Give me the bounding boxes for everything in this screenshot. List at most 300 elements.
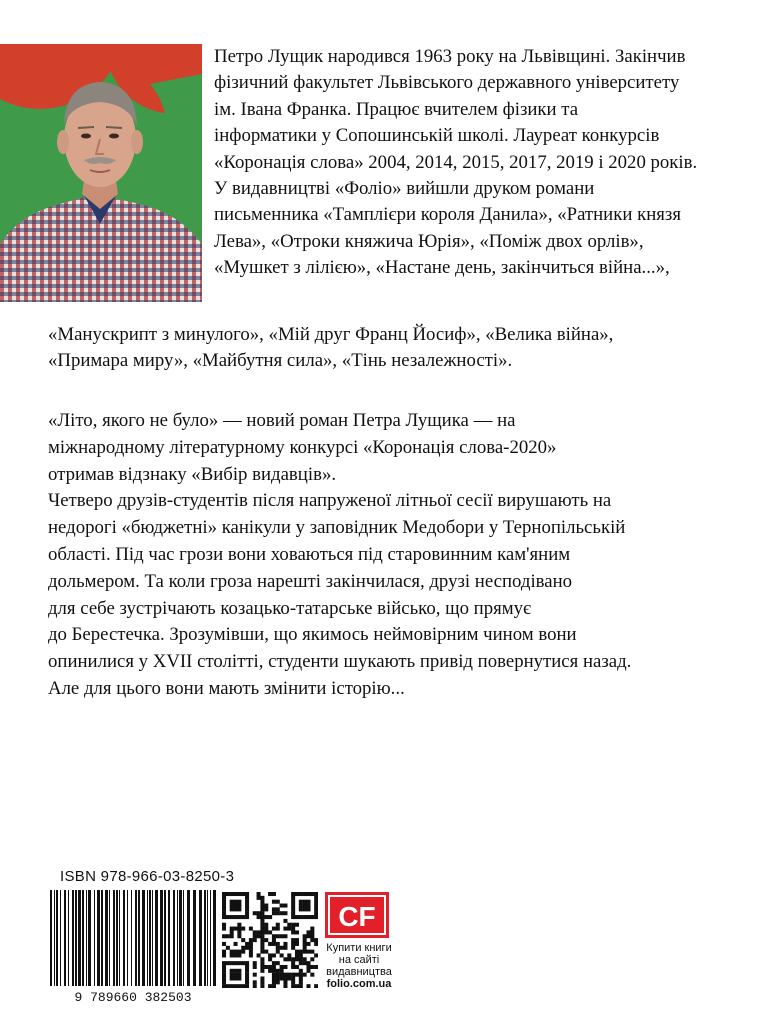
qr-cell bbox=[245, 942, 249, 946]
barcode-bar bbox=[64, 890, 66, 986]
desc-line: для себе зустрічають козацько-татарське військо, що прямує bbox=[48, 597, 532, 619]
qr-cell bbox=[226, 892, 230, 896]
author-bio-rest bbox=[48, 322, 748, 375]
qr-cell bbox=[272, 934, 276, 938]
qr-cell bbox=[226, 946, 230, 950]
qr-cell bbox=[245, 904, 249, 908]
qr-cell bbox=[230, 976, 234, 980]
barcode-bar bbox=[123, 890, 125, 986]
qr-cell bbox=[245, 980, 249, 984]
qr-cell bbox=[237, 953, 241, 957]
qr-cell bbox=[237, 923, 241, 927]
qr-cell bbox=[253, 965, 257, 969]
qr-cell bbox=[226, 984, 230, 988]
barcode-bar bbox=[94, 890, 95, 986]
qr-cell bbox=[276, 980, 280, 984]
desc-line: області. Під час грози вони ховаються під старовинним кам'яним bbox=[48, 543, 571, 565]
barcode-bar bbox=[119, 890, 120, 986]
bio-line: «Примара миру», «Майбутня сила», «Тінь незалежності». bbox=[48, 350, 513, 372]
qr-cell bbox=[291, 976, 295, 980]
qr-cell bbox=[230, 900, 234, 904]
barcode-bar bbox=[187, 890, 190, 986]
qr-cell bbox=[310, 915, 314, 919]
author-bio-top bbox=[214, 44, 754, 282]
qr-cell bbox=[234, 969, 238, 973]
desc-line: дольмером. Та коли гроза нарешті закінчилася, друзі несподівано bbox=[48, 570, 573, 592]
qr-cell bbox=[287, 927, 291, 931]
barcode-bar bbox=[204, 890, 206, 986]
qr-cell bbox=[276, 927, 280, 931]
barcode-bar bbox=[160, 890, 163, 986]
qr-cell bbox=[303, 915, 307, 919]
qr-cell bbox=[241, 927, 245, 931]
qr-cell bbox=[295, 984, 299, 988]
qr-cell bbox=[283, 919, 287, 923]
qr-cell bbox=[230, 934, 234, 938]
desc-line: недорогі «бюджетні» канікули у заповідник Медобори у Тернопільській bbox=[48, 517, 626, 539]
qr-cell bbox=[234, 915, 238, 919]
qr-cell bbox=[306, 950, 310, 954]
qr-cell bbox=[241, 961, 245, 965]
barcode-bar bbox=[78, 890, 81, 986]
qr-cell bbox=[314, 965, 318, 969]
qr-cell bbox=[253, 911, 257, 915]
qr-cell bbox=[291, 896, 295, 900]
qr-cell bbox=[280, 965, 284, 969]
qr-cell bbox=[291, 984, 295, 988]
isbn-label: ISBN 978-966-03-8250-3 bbox=[60, 868, 235, 885]
qr-cell bbox=[295, 973, 299, 977]
qr-cell bbox=[303, 934, 307, 938]
qr-cell bbox=[280, 904, 284, 908]
qr-cell bbox=[280, 976, 284, 980]
qr-cell bbox=[314, 911, 318, 915]
qr-cell bbox=[306, 965, 310, 969]
qr-cell bbox=[222, 907, 226, 911]
qr-cell bbox=[287, 957, 291, 961]
qr-cell bbox=[306, 930, 310, 934]
barcode-bar bbox=[68, 890, 69, 986]
qr-cell bbox=[272, 953, 276, 957]
qr-cell bbox=[241, 915, 245, 919]
qr-cell bbox=[272, 900, 276, 904]
qr-cell bbox=[303, 938, 307, 942]
qr-cell bbox=[310, 938, 314, 942]
desc-line: до Берестечка. Зрозумівши, що якимось неймовірним чином вони bbox=[48, 624, 577, 646]
qr-cell bbox=[222, 900, 226, 904]
barcode-bar bbox=[101, 890, 103, 986]
qr-cell bbox=[260, 980, 264, 984]
qr-cell bbox=[253, 984, 257, 988]
barcode-bar bbox=[149, 890, 151, 986]
qr-cell bbox=[306, 907, 310, 911]
qr-cell bbox=[299, 969, 303, 973]
qr-cell bbox=[283, 973, 287, 977]
qr-cell bbox=[257, 930, 261, 934]
qr-cell bbox=[299, 957, 303, 961]
barcode-bar bbox=[88, 890, 91, 986]
qr-cell bbox=[291, 892, 295, 896]
qr-cell bbox=[264, 915, 268, 919]
qr-cell bbox=[260, 976, 264, 980]
qr-cell bbox=[306, 900, 310, 904]
publisher-cta bbox=[320, 942, 398, 990]
qr-cell bbox=[310, 973, 314, 977]
qr-cell bbox=[314, 942, 318, 946]
qr-cell bbox=[245, 946, 249, 950]
qr-cell bbox=[314, 938, 318, 942]
qr-cell bbox=[230, 969, 234, 973]
qr-cell bbox=[291, 930, 295, 934]
qr-cell bbox=[291, 900, 295, 904]
qr-cell bbox=[276, 934, 280, 938]
qr-cell bbox=[260, 942, 264, 946]
qr-cell bbox=[283, 984, 287, 988]
qr-cell bbox=[283, 957, 287, 961]
qr-cell bbox=[260, 927, 264, 931]
barcode bbox=[48, 890, 218, 1004]
qr-cell bbox=[276, 976, 280, 980]
qr-cell bbox=[260, 961, 264, 965]
qr-cell bbox=[291, 927, 295, 931]
qr-cell bbox=[260, 930, 264, 934]
barcode-bar bbox=[199, 890, 202, 986]
barcode-bar bbox=[173, 890, 175, 986]
qr-cell bbox=[222, 969, 226, 973]
qr-cell bbox=[295, 930, 299, 934]
cta-line: видавництва bbox=[326, 966, 392, 978]
qr-cell bbox=[303, 950, 307, 954]
qr-cell bbox=[222, 942, 226, 946]
barcode-bar bbox=[155, 890, 158, 986]
qr-cell bbox=[291, 957, 295, 961]
qr-cell bbox=[230, 892, 234, 896]
qr-cell bbox=[299, 980, 303, 984]
qr-cell bbox=[260, 946, 264, 950]
bio-line: Петро Лущик народився 1963 року на Львівщині. Закінчив bbox=[214, 46, 686, 67]
barcode-bar bbox=[177, 890, 178, 986]
qr-cell bbox=[291, 911, 295, 915]
qr-cell bbox=[260, 904, 264, 908]
qr-cell bbox=[283, 904, 287, 908]
qr-cell bbox=[249, 950, 253, 954]
qr-cell bbox=[241, 950, 245, 954]
qr-cell bbox=[260, 896, 264, 900]
qr-cell bbox=[310, 930, 314, 934]
qr-cell bbox=[299, 953, 303, 957]
qr-cell bbox=[234, 950, 238, 954]
qr-cell bbox=[287, 953, 291, 957]
qr-cell bbox=[303, 900, 307, 904]
barcode-bar bbox=[72, 890, 74, 986]
qr-cell bbox=[295, 923, 299, 927]
qr-cell bbox=[299, 900, 303, 904]
qr-cell bbox=[249, 927, 253, 931]
barcode-bar bbox=[213, 890, 216, 986]
qr-cell bbox=[230, 973, 234, 977]
qr-cell bbox=[222, 965, 226, 969]
qr-cell bbox=[291, 904, 295, 908]
qr-cell bbox=[283, 927, 287, 931]
qr-cell bbox=[280, 911, 284, 915]
qr-cell bbox=[237, 950, 241, 954]
qr-cell bbox=[230, 984, 234, 988]
qr-cell bbox=[234, 907, 238, 911]
barcode-bar bbox=[193, 890, 196, 986]
qr-cell bbox=[276, 907, 280, 911]
qr-cell bbox=[276, 969, 280, 973]
qr-cell bbox=[260, 950, 264, 954]
qr-cell bbox=[272, 980, 276, 984]
barcode-bar bbox=[147, 890, 148, 986]
qr-cell bbox=[226, 915, 230, 919]
qr-cell bbox=[245, 915, 249, 919]
qr-cell bbox=[299, 904, 303, 908]
qr-cell bbox=[314, 896, 318, 900]
qr-cell bbox=[230, 953, 234, 957]
qr-cell bbox=[222, 953, 226, 957]
qr-cell bbox=[245, 976, 249, 980]
qr-cell bbox=[257, 892, 261, 896]
qr-cell bbox=[257, 915, 261, 919]
qr-cell bbox=[306, 892, 310, 896]
qr-cell bbox=[268, 957, 272, 961]
qr-cell bbox=[230, 915, 234, 919]
bio-line: «Мушкет з лілією», «Настане день, закінчиться війна...», bbox=[214, 257, 670, 279]
qr-cell bbox=[268, 892, 272, 896]
desc-line: опинилися у XVII столітті, студенти шукають привід повернутися назад. bbox=[48, 651, 632, 673]
qr-cell bbox=[237, 892, 241, 896]
qr-cell bbox=[283, 980, 287, 984]
qr-cell bbox=[241, 946, 245, 950]
qr-cell bbox=[280, 934, 284, 938]
publisher-site-link[interactable]: folio.com.ua bbox=[326, 978, 392, 990]
qr-cell bbox=[222, 934, 226, 938]
barcode-bar bbox=[60, 890, 61, 986]
qr-cell bbox=[245, 911, 249, 915]
qr-cell bbox=[295, 965, 299, 969]
bio-line: «Манускрипт з минулого», «Мій друг Франц Йосиф», «Велика війна», bbox=[48, 324, 614, 345]
qr-cell bbox=[303, 961, 307, 965]
barcode-bar bbox=[50, 890, 52, 986]
logo-text: CF bbox=[338, 901, 376, 932]
barcode-bar bbox=[152, 890, 153, 986]
qr-cell bbox=[230, 950, 234, 954]
qr-cell bbox=[310, 950, 314, 954]
desc-line: Але для цього вони мають змінити історію... bbox=[48, 677, 405, 699]
qr-cell bbox=[299, 984, 303, 988]
qr-cell bbox=[272, 984, 276, 988]
desc-line: отримав відзнаку «Вибір видавців». bbox=[48, 463, 337, 485]
qr-cell bbox=[249, 953, 253, 957]
qr-cell bbox=[253, 938, 257, 942]
qr-cell bbox=[222, 915, 226, 919]
bio-line: фізичний факультет Львівського державного університету bbox=[214, 72, 680, 94]
publisher-logo[interactable] bbox=[325, 892, 389, 938]
qr-cell bbox=[314, 953, 318, 957]
qr-cell bbox=[245, 907, 249, 911]
barcode-bars bbox=[50, 890, 216, 986]
qr-cell bbox=[314, 904, 318, 908]
qr-cell bbox=[291, 946, 295, 950]
qr-cell bbox=[272, 942, 276, 946]
bio-line: «Коронація слова» 2004, 2014, 2015, 2017, 2019 і 2020 років. bbox=[214, 151, 698, 173]
qr-cell bbox=[237, 900, 241, 904]
qr-cell bbox=[260, 984, 264, 988]
qr-cell bbox=[234, 904, 238, 908]
bio-line: ім. Івана Франка. Працює вчителем фізики та bbox=[214, 98, 579, 120]
qr-cell bbox=[276, 942, 280, 946]
qr-cell bbox=[303, 957, 307, 961]
barcode-bar bbox=[56, 890, 58, 986]
qr-cell bbox=[287, 923, 291, 927]
qr-cell bbox=[276, 911, 280, 915]
qr-cell bbox=[249, 942, 253, 946]
qr-cell bbox=[230, 904, 234, 908]
barcode-bar bbox=[142, 890, 145, 986]
qr-cell bbox=[295, 953, 299, 957]
qr-cell bbox=[253, 973, 257, 977]
barcode-bar bbox=[54, 890, 55, 986]
qr-cell bbox=[314, 907, 318, 911]
bio-line: письменника «Тамплієри короля Данила», «Ратники князя bbox=[214, 204, 681, 226]
desc-line: «Літо, якого не було» — новий роман Петра Лущика — на bbox=[48, 410, 516, 431]
qr-cell bbox=[264, 938, 268, 942]
desc-line: міжнародному літературному конкурсі «Коронація слова-2020» bbox=[48, 436, 557, 458]
qr-cell bbox=[260, 965, 264, 969]
qr-cell bbox=[245, 892, 249, 896]
qr-cell bbox=[230, 961, 234, 965]
bio-line: інформатики у Сопошинській школі. Лауреат конкурсів bbox=[214, 125, 660, 147]
qr-cell bbox=[276, 900, 280, 904]
qr-code[interactable] bbox=[222, 892, 318, 988]
qr-cell bbox=[257, 953, 261, 957]
qr-cell bbox=[234, 942, 238, 946]
qr-cell bbox=[234, 984, 238, 988]
qr-cell bbox=[276, 973, 280, 977]
qr-cell bbox=[253, 930, 257, 934]
qr-cell bbox=[249, 938, 253, 942]
qr-cell bbox=[230, 927, 234, 931]
qr-cell bbox=[306, 969, 310, 973]
barcode-bar bbox=[138, 890, 140, 986]
qr-cell bbox=[253, 934, 257, 938]
qr-cell bbox=[295, 950, 299, 954]
qr-cell bbox=[295, 957, 299, 961]
qr-cell bbox=[314, 892, 318, 896]
qr-cell bbox=[276, 923, 280, 927]
qr-cell bbox=[299, 976, 303, 980]
qr-cell bbox=[249, 946, 253, 950]
qr-cell bbox=[303, 904, 307, 908]
barcode-bar bbox=[116, 890, 118, 986]
qr-cell bbox=[264, 930, 268, 934]
qr-cell bbox=[276, 950, 280, 954]
qr-cell bbox=[276, 946, 280, 950]
qr-cell bbox=[234, 900, 238, 904]
qr-cell bbox=[234, 892, 238, 896]
qr-cell bbox=[272, 938, 276, 942]
qr-cell bbox=[260, 934, 264, 938]
qr-cell bbox=[222, 904, 226, 908]
qr-cell bbox=[303, 907, 307, 911]
qr-cell bbox=[280, 953, 284, 957]
barcode-bar bbox=[164, 890, 166, 986]
barcode-bar bbox=[82, 890, 84, 986]
qr-cell bbox=[222, 911, 226, 915]
qr-cell bbox=[291, 965, 295, 969]
qr-cell bbox=[272, 892, 276, 896]
author-photo bbox=[0, 44, 202, 302]
book-description bbox=[48, 408, 748, 703]
qr-cell bbox=[245, 961, 249, 965]
qr-cell bbox=[257, 911, 261, 915]
qr-cell bbox=[222, 973, 226, 977]
qr-cell bbox=[237, 930, 241, 934]
qr-cell bbox=[237, 915, 241, 919]
qr-cell bbox=[299, 973, 303, 977]
qr-cell bbox=[234, 927, 238, 931]
qr-cell bbox=[253, 980, 257, 984]
qr-cell bbox=[222, 927, 226, 931]
cta-line: на сайті bbox=[338, 954, 380, 966]
qr-cell bbox=[291, 907, 295, 911]
qr-cell bbox=[226, 934, 230, 938]
barcode-bar bbox=[113, 890, 115, 986]
qr-cell bbox=[272, 961, 276, 965]
qr-cell bbox=[257, 934, 261, 938]
qr-cell bbox=[234, 961, 238, 965]
qr-cell bbox=[283, 965, 287, 969]
qr-cell bbox=[237, 961, 241, 965]
qr-cell bbox=[222, 923, 226, 927]
qr-cell bbox=[306, 984, 310, 988]
qr-cell bbox=[245, 969, 249, 973]
qr-cell bbox=[237, 984, 241, 988]
qr-cell bbox=[306, 915, 310, 919]
qr-cell bbox=[314, 915, 318, 919]
qr-cell bbox=[291, 961, 295, 965]
qr-cell bbox=[283, 934, 287, 938]
qr-cell bbox=[234, 953, 238, 957]
qr-cell bbox=[268, 984, 272, 988]
cta-line: Купити книги bbox=[326, 942, 392, 954]
barcode-bar bbox=[210, 890, 211, 986]
qr-cell bbox=[299, 892, 303, 896]
qr-cell bbox=[268, 930, 272, 934]
qr-cell bbox=[303, 946, 307, 950]
qr-cell bbox=[245, 896, 249, 900]
qr-cell bbox=[295, 938, 299, 942]
qr-cell bbox=[264, 927, 268, 931]
qr-cell bbox=[222, 984, 226, 988]
qr-cell bbox=[268, 953, 272, 957]
qr-cell bbox=[264, 907, 268, 911]
qr-cell bbox=[237, 969, 241, 973]
qr-cell bbox=[264, 923, 268, 927]
qr-cell bbox=[268, 965, 272, 969]
qr-cell bbox=[280, 946, 284, 950]
qr-cell bbox=[222, 896, 226, 900]
qr-cell bbox=[303, 892, 307, 896]
qr-cell bbox=[245, 900, 249, 904]
barcode-bar bbox=[179, 890, 182, 986]
qr-cell bbox=[241, 892, 245, 896]
barcode-bar bbox=[207, 890, 208, 986]
qr-cell bbox=[268, 942, 272, 946]
qr-cell bbox=[264, 950, 268, 954]
qr-cell bbox=[222, 892, 226, 896]
